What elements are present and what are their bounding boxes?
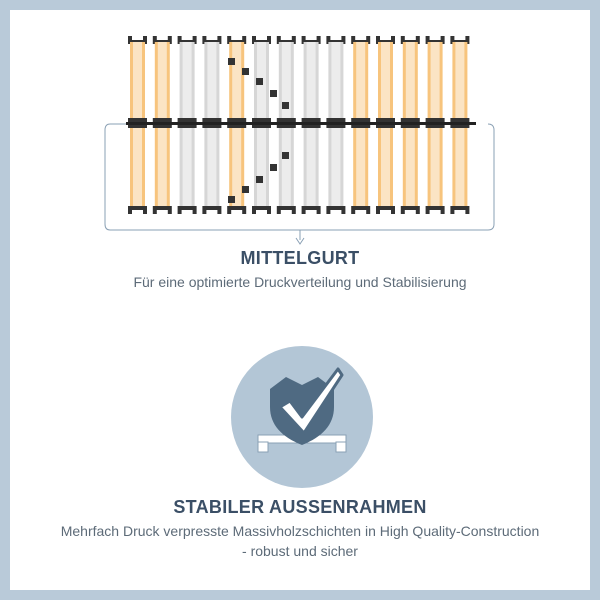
slat-cap-notch xyxy=(355,36,366,40)
slat-cap-notch xyxy=(157,36,168,40)
shield-check-icon xyxy=(230,345,374,489)
slat-cap-notch xyxy=(256,210,267,214)
hardness-slider xyxy=(228,196,235,203)
slat-cap-notch xyxy=(355,210,366,214)
slat-cap-notch xyxy=(256,36,267,40)
slat-cap-notch xyxy=(330,36,341,40)
slat-cap-notch xyxy=(330,210,341,214)
slat-upper-stripe xyxy=(431,42,440,120)
hardness-slider xyxy=(242,68,249,75)
slat-cap-notch xyxy=(405,210,416,214)
slat-lower-stripe xyxy=(331,128,340,208)
center-strap xyxy=(126,122,476,125)
hardness-slider xyxy=(256,78,263,85)
slat-cap-notch xyxy=(281,36,292,40)
slat-cap-notch xyxy=(405,36,416,40)
slat-cap-notch xyxy=(206,36,217,40)
slatted-frame-illustration xyxy=(10,10,590,255)
hardness-slider xyxy=(228,58,235,65)
slat-cap-notch xyxy=(380,210,391,214)
slat-upper-stripe xyxy=(381,42,390,120)
hardness-slider xyxy=(270,90,277,97)
slat-cap-notch xyxy=(182,210,193,214)
slat-upper-stripe xyxy=(307,42,316,120)
slat-lower-stripe xyxy=(431,128,440,208)
slat-upper-stripe xyxy=(158,42,167,120)
slat-cap-notch xyxy=(306,210,317,214)
slat-cap-notch xyxy=(182,36,193,40)
center-strap-description: Für eine optimierte Druckverteilung und Stabilisierung xyxy=(133,274,467,290)
slat-lower-stripe xyxy=(282,128,291,208)
slat-lower-stripe xyxy=(207,128,216,208)
slat-cap-notch xyxy=(430,36,441,40)
slat-lower-stripe xyxy=(158,128,167,208)
slat-lower-stripe xyxy=(356,128,365,208)
slat-lower-stripe xyxy=(133,128,142,208)
slat-cap-notch xyxy=(132,210,143,214)
slat-cap-notch xyxy=(454,210,465,214)
slat-lower-stripe xyxy=(455,128,464,208)
slat-upper-stripe xyxy=(455,42,464,120)
slat-lower-stripe xyxy=(381,128,390,208)
outer-frame-title: STABILER AUSSENRAHMEN xyxy=(173,497,427,517)
slat-cap-notch xyxy=(157,210,168,214)
slat-cap-notch xyxy=(231,36,242,40)
outer-frame-description-line2: - robust und sicher xyxy=(242,543,358,559)
slat-upper-stripe xyxy=(356,42,365,120)
hardness-slider xyxy=(282,102,289,109)
hardness-slider xyxy=(256,176,263,183)
slat-upper-stripe xyxy=(331,42,340,120)
slat-cap-notch xyxy=(231,210,242,214)
slat-cap-notch xyxy=(206,210,217,214)
slat-cap-notch xyxy=(454,36,465,40)
slat-cap-notch xyxy=(380,36,391,40)
slat-lower-stripe xyxy=(257,128,266,208)
slat-lower-stripe xyxy=(183,128,192,208)
slat-upper-stripe xyxy=(232,42,241,120)
slat-cap-notch xyxy=(430,210,441,214)
slat-upper-stripe xyxy=(207,42,216,120)
product-feature-panel xyxy=(10,10,590,590)
slat-cap-notch xyxy=(281,210,292,214)
slat-upper-stripe xyxy=(133,42,142,120)
center-strap-title: MITTELGURT xyxy=(240,248,360,268)
slat-cap-notch xyxy=(132,36,143,40)
slat-lower-stripe xyxy=(406,128,415,208)
slat-lower-stripe xyxy=(307,128,316,208)
hardness-slider xyxy=(270,164,277,171)
hardness-slider xyxy=(282,152,289,159)
hardness-slider xyxy=(242,186,249,193)
outer-frame-description-line1: Mehrfach Druck verpresste Massivholzschichten in High Quality-Construction xyxy=(60,523,540,539)
slat-upper-stripe xyxy=(406,42,415,120)
slat-cap-notch xyxy=(306,36,317,40)
slat-upper-stripe xyxy=(183,42,192,120)
